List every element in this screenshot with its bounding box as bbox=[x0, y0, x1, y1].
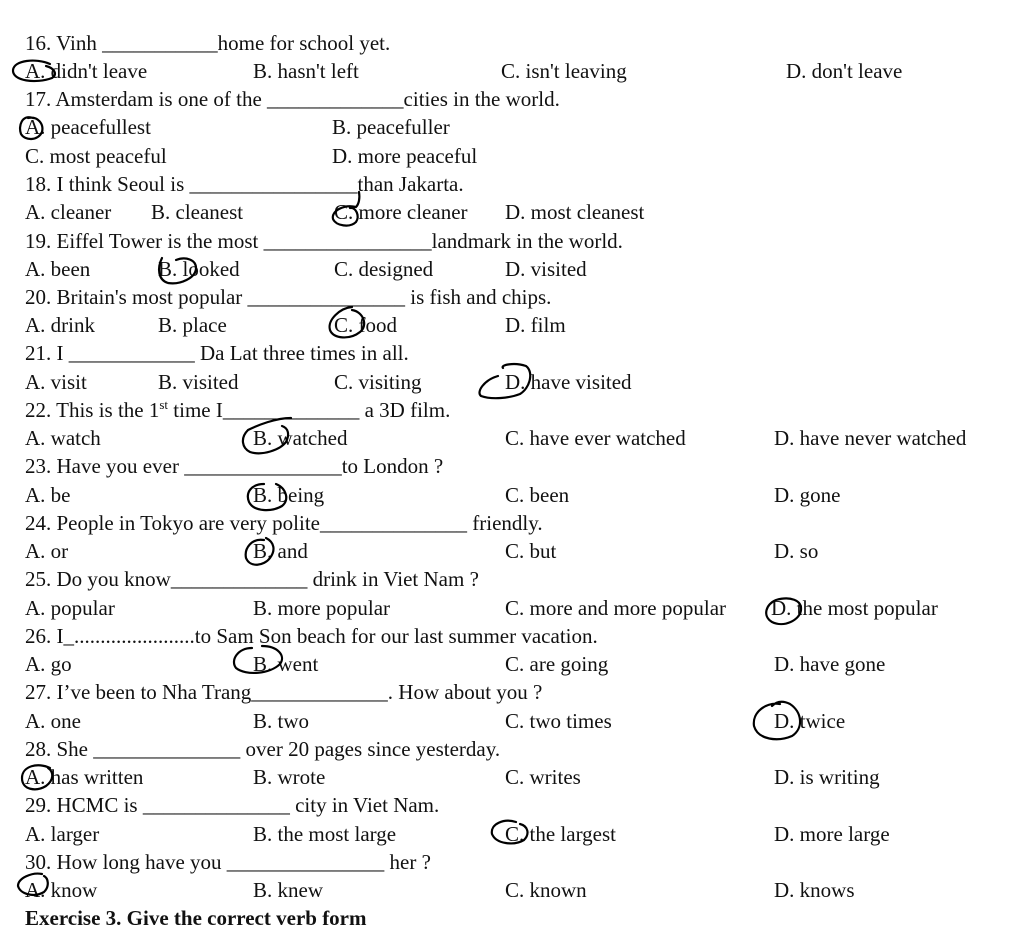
question-27 bbox=[0, 678, 1024, 706]
option-c: C. two times bbox=[505, 709, 612, 733]
question-stem: 27. I’ve been to Nha Trang_____________. How about you ? bbox=[25, 680, 543, 704]
option-c: C. known bbox=[505, 878, 587, 902]
options-27 bbox=[0, 707, 1024, 735]
question-28 bbox=[0, 735, 1024, 763]
option-a: A. one bbox=[25, 709, 81, 733]
option-b: B. being bbox=[253, 483, 325, 507]
options-24 bbox=[0, 537, 1024, 565]
option-a: A. go bbox=[25, 652, 72, 676]
option-a: A. peacefullest bbox=[25, 115, 151, 139]
options-18 bbox=[0, 198, 1024, 226]
option-d: D. have visited bbox=[505, 370, 632, 394]
option-a: A. or bbox=[25, 539, 69, 563]
options-20 bbox=[0, 311, 1024, 339]
option-b: B. looked bbox=[158, 257, 240, 281]
option-b: B. more popular bbox=[253, 596, 391, 620]
option-b: B. watched bbox=[253, 426, 348, 450]
options-16 bbox=[0, 57, 1024, 85]
option-b: B. place bbox=[158, 313, 227, 337]
option-b: B. cleanest bbox=[151, 200, 244, 224]
option-d: D. the most popular bbox=[771, 596, 938, 620]
option-d: D. more large bbox=[774, 822, 890, 846]
option-c: C. food bbox=[334, 313, 397, 337]
option-a: A. cleaner bbox=[25, 200, 112, 224]
option-c: C. more cleaner bbox=[334, 200, 468, 224]
options-21 bbox=[0, 368, 1024, 396]
options-17-row1 bbox=[0, 113, 1024, 141]
option-d: D. have gone bbox=[774, 652, 886, 676]
option-c: C. have ever watched bbox=[505, 426, 686, 450]
option-b: B. and bbox=[253, 539, 308, 563]
option-b: B. two bbox=[253, 709, 310, 733]
ordinal-suffix: st bbox=[159, 397, 169, 412]
option-d: D. visited bbox=[505, 257, 587, 281]
option-a: A. popular bbox=[25, 596, 115, 620]
question-stem: 19. Eiffel Tower is the most ________________landmark in the world. bbox=[25, 229, 623, 253]
option-b: B. went bbox=[253, 652, 319, 676]
question-stem: 23. Have you ever _______________to London ? bbox=[25, 454, 444, 478]
option-c: C. the largest bbox=[505, 822, 617, 846]
option-c: C. designed bbox=[334, 257, 434, 281]
question-18 bbox=[0, 170, 1024, 198]
question-23 bbox=[0, 452, 1024, 480]
option-c: C. writes bbox=[505, 765, 581, 789]
option-d: D. gone bbox=[774, 483, 841, 507]
question-29 bbox=[0, 791, 1024, 819]
option-a: A. didn't leave bbox=[25, 59, 148, 83]
option-c: C. isn't leaving bbox=[501, 59, 627, 83]
question-stem bbox=[25, 396, 450, 424]
question-21 bbox=[0, 339, 1024, 367]
options-30 bbox=[0, 876, 1024, 904]
question-20 bbox=[0, 283, 1024, 311]
question-stem: 16. Vinh ___________home for school yet. bbox=[25, 31, 391, 55]
question-26 bbox=[0, 622, 1024, 650]
option-c: C. but bbox=[505, 539, 557, 563]
option-a: A. know bbox=[25, 878, 98, 902]
question-stem: 17. Amsterdam is one of the _____________cities in the world. bbox=[25, 87, 560, 111]
option-d: D. film bbox=[505, 313, 566, 337]
option-a: A. larger bbox=[25, 822, 100, 846]
question-stem: 26. I_.......................to Sam Son beach for our last summer vacation. bbox=[25, 624, 598, 648]
option-b: B. wrote bbox=[253, 765, 326, 789]
option-d: D. most cleanest bbox=[505, 200, 645, 224]
question-22 bbox=[0, 396, 1024, 424]
option-c: C. been bbox=[505, 483, 570, 507]
option-a: A. been bbox=[25, 257, 91, 281]
option-a: A. watch bbox=[25, 426, 101, 450]
option-a: A. be bbox=[25, 483, 71, 507]
question-25 bbox=[0, 565, 1024, 593]
options-22 bbox=[0, 424, 1024, 452]
question-stem: 24. People in Tokyo are very polite______________ friendly. bbox=[25, 511, 543, 535]
option-d: D. knows bbox=[774, 878, 855, 902]
question-17 bbox=[0, 85, 1024, 113]
option-b: B. visited bbox=[158, 370, 239, 394]
question-stem: 20. Britain's most popular _______________ is fish and chips. bbox=[25, 285, 552, 309]
heading-text: Exercise 3. Give the correct verb form bbox=[25, 906, 367, 930]
question-30 bbox=[0, 848, 1024, 876]
option-b: B. hasn't left bbox=[253, 59, 359, 83]
option-b: B. knew bbox=[253, 878, 323, 902]
stem-start: 22. This is the 1 bbox=[25, 398, 160, 422]
option-a: A. drink bbox=[25, 313, 95, 337]
options-19 bbox=[0, 255, 1024, 283]
option-c: C. most peaceful bbox=[25, 144, 167, 168]
option-a: A. visit bbox=[25, 370, 87, 394]
option-a: A. has written bbox=[25, 765, 144, 789]
option-d: D. twice bbox=[774, 709, 846, 733]
options-23 bbox=[0, 481, 1024, 509]
option-c: C. visiting bbox=[334, 370, 422, 394]
question-stem: 25. Do you know_____________ drink in Viet Nam ? bbox=[25, 567, 479, 591]
options-25 bbox=[0, 594, 1024, 622]
question-stem: 28. She ______________ over 20 pages since yesterday. bbox=[25, 737, 501, 761]
option-d: D. is writing bbox=[774, 765, 880, 789]
option-b: B. the most large bbox=[253, 822, 397, 846]
option-d: D. don't leave bbox=[786, 59, 903, 83]
question-stem: 21. I ____________ Da Lat three times in all. bbox=[25, 341, 409, 365]
options-17-row2 bbox=[0, 142, 1024, 170]
question-24 bbox=[0, 509, 1024, 537]
option-d: D. so bbox=[774, 539, 819, 563]
option-b: B. peacefuller bbox=[332, 115, 450, 139]
stem-end: time I_____________ a 3D film. bbox=[168, 398, 451, 422]
option-d: D. have never watched bbox=[774, 426, 967, 450]
options-28 bbox=[0, 763, 1024, 791]
options-29 bbox=[0, 820, 1024, 848]
question-stem: 18. I think Seoul is ________________than Jakarta. bbox=[25, 172, 464, 196]
question-stem: 30. How long have you _______________ her ? bbox=[25, 850, 431, 874]
option-d: D. more peaceful bbox=[332, 144, 478, 168]
question-stem: 29. HCMC is ______________ city in Viet Nam. bbox=[25, 793, 440, 817]
question-16 bbox=[0, 29, 1024, 57]
question-19 bbox=[0, 227, 1024, 255]
option-c: C. more and more popular bbox=[505, 596, 727, 620]
next-exercise-heading bbox=[0, 904, 1024, 932]
option-c: C. are going bbox=[505, 652, 609, 676]
options-26 bbox=[0, 650, 1024, 678]
